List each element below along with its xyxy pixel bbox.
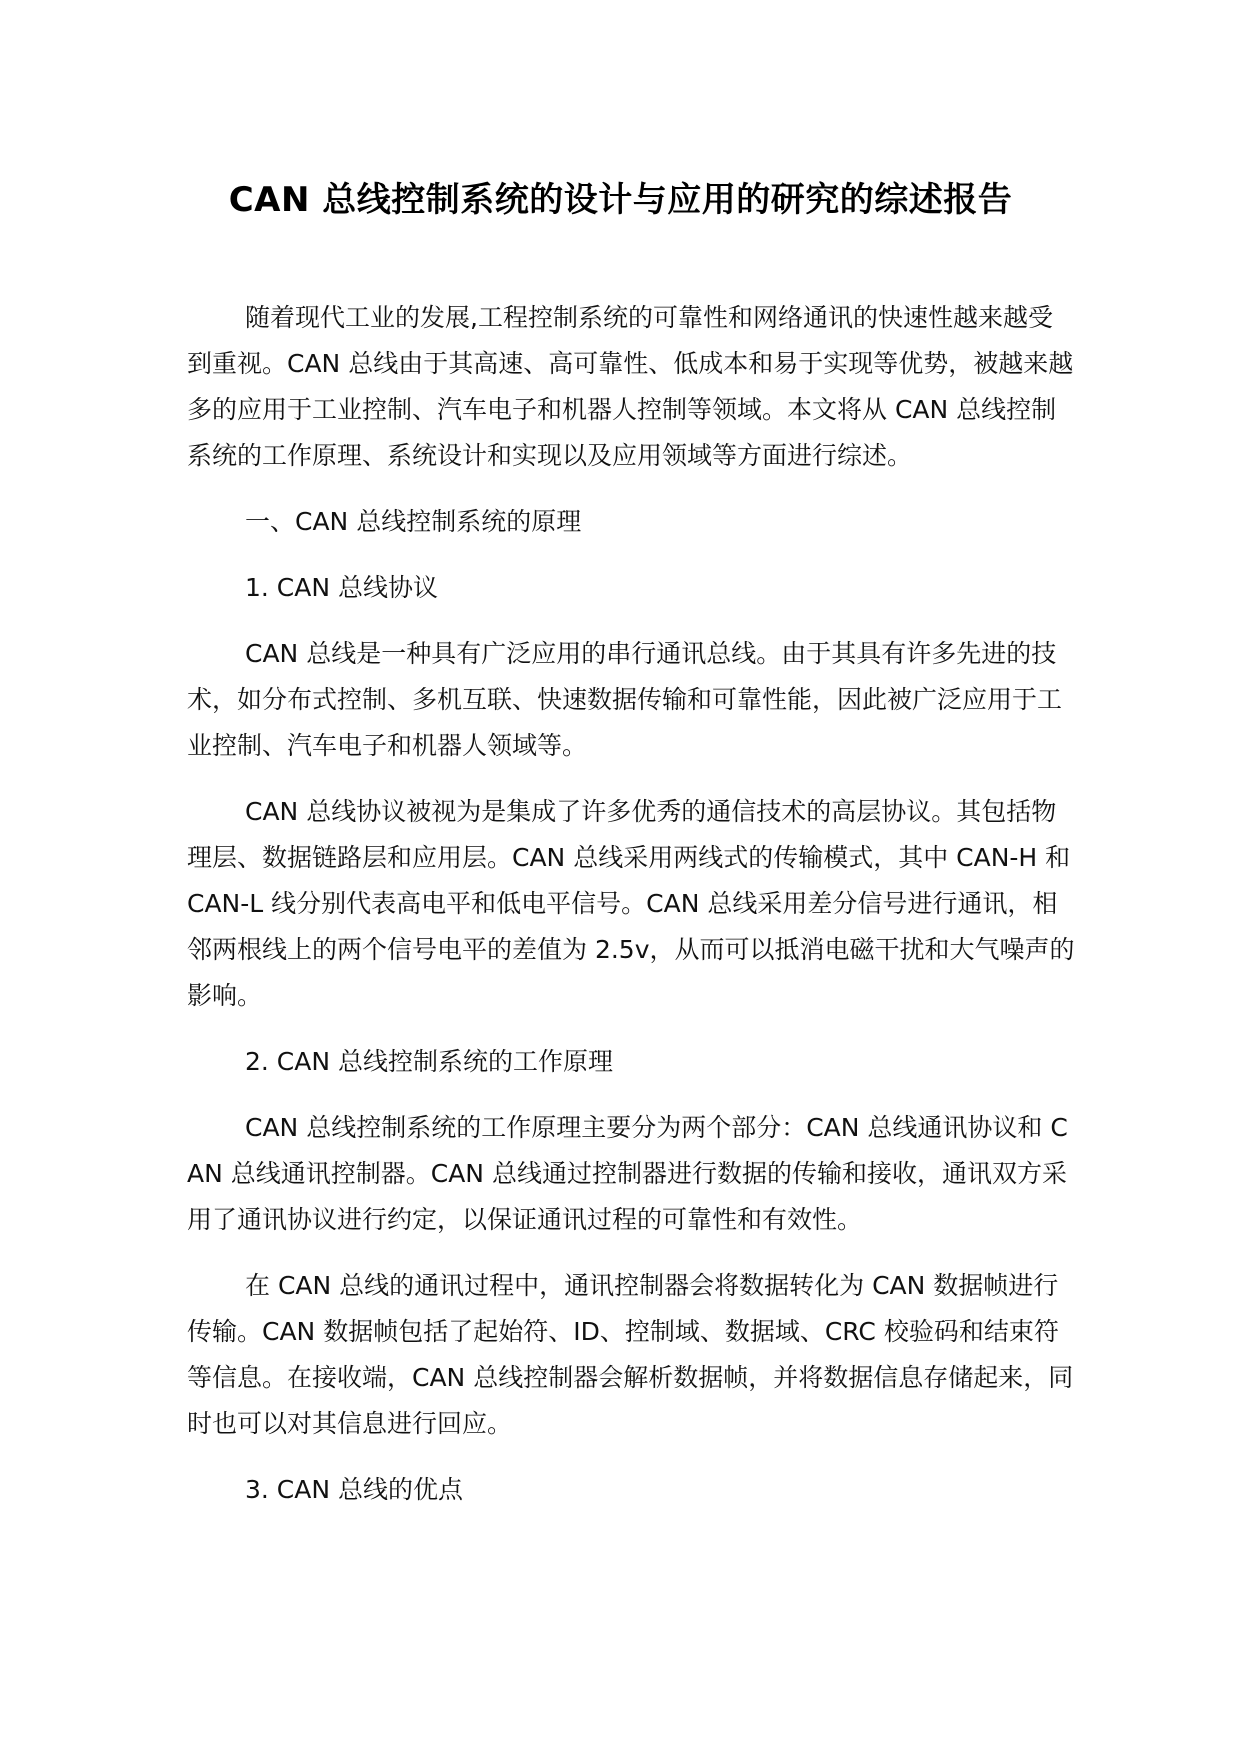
- working-principle-paragraph-2: 在 CAN 总线的通讯过程中，通讯控制器会将数据转化为 CAN 数据帧进行传输。CAN 数据帧包括了起始符、ID、控制域、数据域、CRC 校验码和结束符等信息。在接收端，CAN 总线控制器会解析数据帧，并将数据信息存储起来，同时也可以对其信息进行回应。: [187, 1271, 1074, 1438]
- document-title: CAN 总线控制系统的设计与应用的研究的综述报告: [228, 180, 1013, 220]
- section-heading-principle: 一、CAN 总线控制系统的原理: [245, 507, 582, 536]
- document-body: [187, 295, 1077, 1533]
- intro-paragraph: 随着现代工业的发展,工程控制系统的可靠性和网络通讯的快速性越来越受到重视。CAN 总线由于其高速、高可靠性、低成本和易于实现等优势，被越来越多的应用于工业控制、汽车电子和机器人控制等领域。本文将从 CAN 总线控制系统的工作原理、系统设计和实现以及应用领域等方面进行综述。: [187, 303, 1074, 470]
- subsection-heading-working-principle: 2. CAN 总线控制系统的工作原理: [245, 1047, 614, 1076]
- protocol-paragraph-1: CAN 总线是一种具有广泛应用的串行通讯总线。由于其具有许多先进的技术，如分布式控制、多机互联、快速数据传输和可靠性能，因此被广泛应用于工业控制、汽车电子和机器人领域等。: [187, 639, 1063, 760]
- protocol-paragraph-2: CAN 总线协议被视为是集成了许多优秀的通信技术的高层协议。其包括物理层、数据链路层和应用层。CAN 总线采用两线式的传输模式，其中 CAN-H 和 CAN-L 线分别代表高电平和低电平信号。CAN 总线采用差分信号进行通讯，相邻两根线上的两个信号电平的差值为 2.5v，从而可以抵消电磁干扰和大气噪声的影响。: [187, 797, 1075, 1010]
- subsection-heading-protocol: 1. CAN 总线协议: [245, 573, 439, 602]
- subsection-heading-advantages: 3. CAN 总线的优点: [245, 1475, 464, 1504]
- working-principle-paragraph-1: CAN 总线控制系统的工作原理主要分为两个部分：CAN 总线通讯协议和 CAN 总线通讯控制器。CAN 总线通过控制器进行数据的传输和接收，通讯双方采用了通讯协议进行约定，以保证通讯过程的可靠性和有效性。: [187, 1113, 1068, 1234]
